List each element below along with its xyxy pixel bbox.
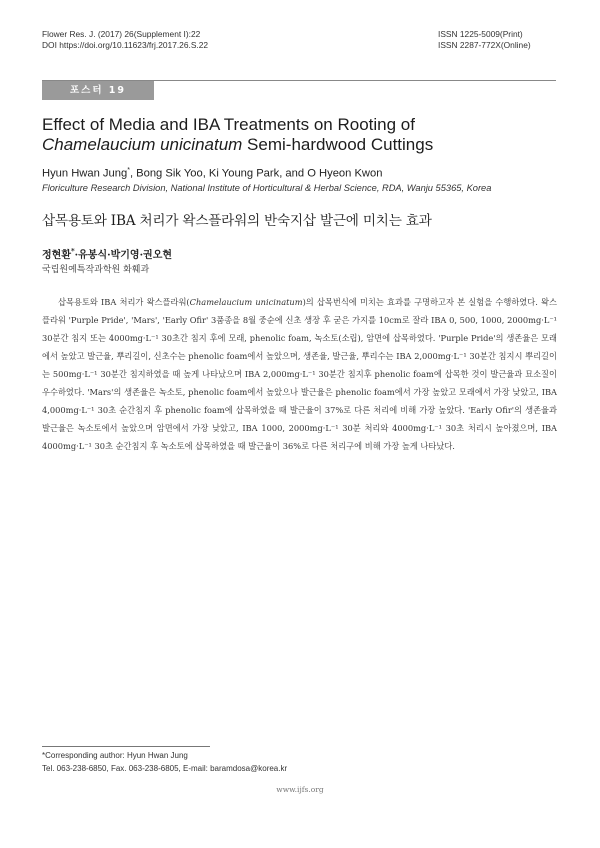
journal-header-right <box>438 29 556 51</box>
footnote-divider <box>42 746 210 747</box>
title-line-1: Effect of Media and IBA Treatments on Rooting of <box>42 115 415 134</box>
species-name: Chamelaucium unicinatum <box>42 135 243 154</box>
affiliation: Floriculture Research Division, National Institute of Horticultural & Herbal Science, RDA, Wanju 55365, Korea <box>42 183 492 193</box>
poster-tag: 포스터 19 <box>42 81 154 100</box>
korean-first-author: 정현환 <box>42 250 71 261</box>
korean-title: 삽목용토와 IBA 처리가 왁스플라워의 반숙지삽 발근에 미치는 효과 <box>42 213 432 229</box>
author-list <box>42 167 382 180</box>
abstract-paragraph <box>42 293 557 455</box>
abstract-species: Chamelaucium unicinatum <box>189 297 303 307</box>
korean-author-list <box>42 246 172 261</box>
corresponding-author-note: *Corresponding author: Hyun Hwan Jung <box>42 751 188 760</box>
title-line-2 <box>42 135 557 155</box>
korean-affiliation: 국립원예특작과학원 화훼과 <box>42 265 150 275</box>
title-line-2-rest: Semi-hardwood Cuttings <box>242 135 434 154</box>
korean-other-authors: ·유봉식·박기영·권오현 <box>74 250 173 261</box>
other-authors: , Bong Sik Yoo, Ki Young Park, and O Hyeon Kwon <box>129 167 383 180</box>
journal-header-left <box>42 29 208 51</box>
issn-online: ISSN 2287-772X(Online) <box>438 40 531 50</box>
doi-line[interactable]: DOI https://doi.org/10.11623/frj.2017.26.S.22 <box>42 40 209 50</box>
abstract-body <box>42 293 557 455</box>
issn-print: ISSN 1225-5009(Print) <box>438 29 523 39</box>
website-footer[interactable]: www.ijfs.org <box>276 785 324 794</box>
corresponding-mark: * <box>127 167 130 174</box>
contact-note: Tel. 063-238-6850, Fax. 063-238-6805, E-mail: baramdosa@korea.kr <box>42 764 288 773</box>
abstract-start: 삽목용토와 IBA 처리가 왁스플라워( <box>58 297 190 307</box>
korean-corresponding-mark: * <box>70 246 75 256</box>
paper-title <box>42 115 557 155</box>
abstract-rest: )의 삽목번식에 미치는 효과를 구명하고자 본 실험을 수행하였다. 왁스플라워 'Purple Pride', 'Mars', 'Early Ofir' 3품종을 8월 중순에 신초 생장 후 굳은 가지를 10cm로 잘라 IBA 0, 500, 1000, 2000mg·L⁻¹ 30분간 침지 또는 4000mg·L⁻¹ 30초간 침지 후에 모래, phenolic foam, 녹소토(소립), 암면에 삽목하였다. 'Purple Pride'의 생존율은 모래에서 높았고 발근율, 뿌리길이, 신초수는 phenolic foam에서 높았으며, 생존율, 발근율, 뿌리수는 IBA 2,000mg·L⁻¹ 30분간 침지시 뿌리길이는 500mg·L⁻¹ 30분간 침지하였을 때 높게 나타났으며 IBA 2,000mg·L⁻¹ 30분간 침지후 phenolic foam에 삽목한 것이 발근율과 묘소질이 우수하였다. 'Mars'의 생존율은 녹소토, phenolic foam에서 높았으나 발근율은 phenolic foam에서 가장 높았고 모래에서 가장 낮았고, IBA 4,000mg·L⁻¹ 30초 순간침지 후 phenolic foam에 삽목하였을 때 발근율이 37%로 다른 처리에 비해 가장 높았다. 'Early Ofir'의 생존율과 발근율은 녹소토에서 높았으며 암면에서 가장 낮았고, IBA 1000, 2000mg·L⁻¹ 30분 처리와 4000mg·L⁻¹ 30초 처리시 높아졌으며, IBA 4000mg·L⁻¹ 30초 순간침지 후 녹소토에 삽목하였을 때 발근율이 36%로 다른 처리구에 비해 가장 높게 나타났다. <box>42 297 557 452</box>
first-author: Hyun Hwan Jung <box>42 167 128 180</box>
journal-citation: Flower Res. J. (2017) 26(Supplement I):22 <box>42 29 201 39</box>
